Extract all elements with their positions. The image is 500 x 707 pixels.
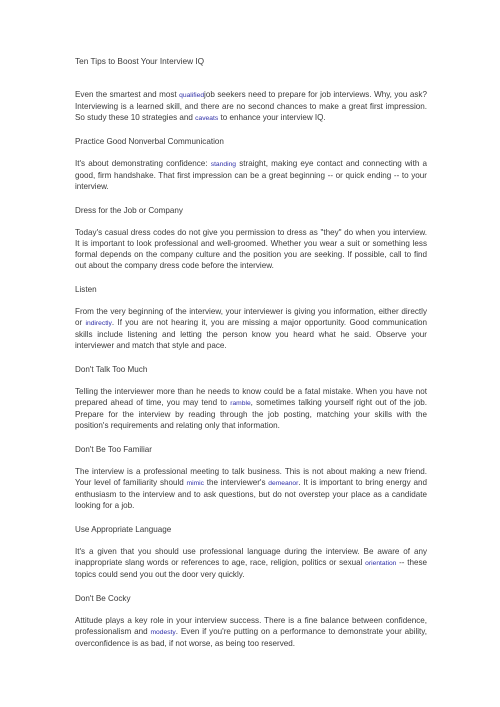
body-text: Telling the interviewer more than he needs to know could be a fatal mistake. When you have not prepared ahead of time, you may tend to [75,387,427,407]
document-title: Ten Tips to Boost Your Interview IQ [75,56,205,66]
keyword-link[interactable]: orientation [365,560,397,567]
body-text: . Even if you're putting on a performance to demonstrate your ability, overconfidence is as bad, if not worse, as being too reserved. [75,627,427,648]
body-text: The interview is a professional meeting to talk business. This is not about making a new friend. Your level of familiarity should [75,467,427,487]
keyword-link[interactable]: qualified [179,92,205,99]
keyword-link[interactable]: standing [210,161,237,168]
body-text: the interviewer's [204,478,269,487]
keyword-link[interactable]: ramble [230,400,251,407]
section-heading: Dress for the Job or Company [75,206,183,215]
section-body [75,306,427,351]
intro-text: Even the smartest and most [75,90,180,99]
body-text: -- these topics could send you out the door very quickly. [75,558,427,579]
body-text: It's a given that you should use professional language during the interview. Be aware of any inappropriate slang words or references to age, race, religion, politics or sexual [75,547,427,567]
body-text: Attitude plays a key role in your interview success. There is a fine balance between confidence, professionalism and [75,616,427,636]
section-heading: Listen [75,285,97,294]
body-text: . If you are not hearing it, you are missing a major opportunity. Good communication skills include listening and letting the person know you heard what he said. Observe your interviewer and match that style and pace. [75,318,427,350]
keyword-link[interactable]: modesty [150,629,176,636]
section-heading: Don't Talk Too Much [75,365,148,374]
keyword-link[interactable]: caveats [195,115,219,122]
section-heading: Don't Be Too Familiar [75,445,152,454]
body-text: . It is important to bring energy and enthusiasm to the interview and to ask questions, but do not overstep your place as a candidate looking for a job. [75,478,427,510]
keyword-link[interactable]: mimic [186,480,205,487]
section-body [75,386,427,431]
section-heading: Practice Good Nonverbal Communication [75,137,224,146]
section-heading: Don't Be Cocky [75,594,131,603]
intro-paragraph [75,89,427,124]
body-text: , sometimes talking yourself right out of the job. Prepare for the interview by reading through the job posting, matching your skills with the position's requirements and relating only that information. [75,398,428,430]
keyword-link[interactable]: indirectly [85,320,112,327]
keyword-link[interactable]: demeanor [268,480,299,487]
section-body [75,466,427,511]
section-body [75,615,427,649]
section-heading: Use Appropriate Language [75,525,172,534]
intro-text: job seekers need to prepare for job interviews. Why, you ask? Interviewing is a learned skill, and there are no second chances to make a great first impression. So study these 10 strategies and [75,90,427,122]
body-text: It's about demonstrating confidence: [75,159,211,168]
body-text: Today's casual dress codes do not give you permission to dress as "they" do when you interview. It is important to look professional and well-groomed. Whether you wear a suit or something less formal depends on the company culture and the position you are seeking. If possible, call to find out about the company dress code before the interview. [75,228,427,270]
body-text: From the very beginning of the interview, your interviewer is giving you information, either directly or [75,307,427,327]
section-body [75,546,427,580]
body-text: straight, making eye contact and connecting with a good, firm handshake. That first impression can be a great beginning -- or quick ending -- to your interview. [75,159,427,191]
section-body [75,158,427,192]
section-body [75,227,427,271]
intro-text: to enhance your interview IQ. [218,113,326,122]
